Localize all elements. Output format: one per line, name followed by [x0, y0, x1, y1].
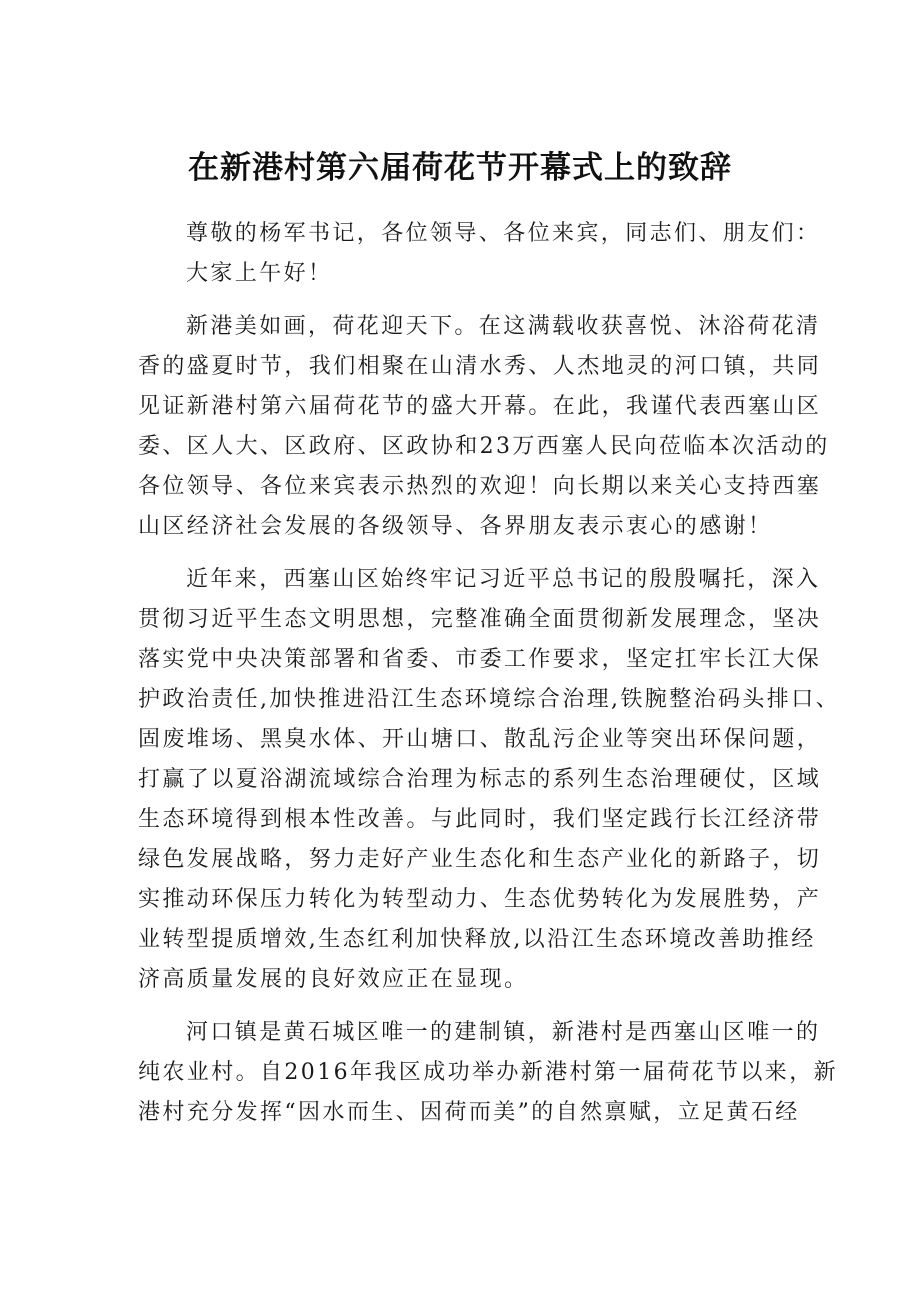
paragraph-2-line: 打赢了以夏浴湖流域综合治理为标志的系列生态治理硬仗，区域 [138, 767, 822, 792]
paragraph-1-line: 各位领导、各位来宾表示热烈的欢迎！向长期以来关心支持西塞 [138, 474, 822, 499]
greeting-line: 大家上午好！ [186, 261, 333, 286]
paragraph-2-line: 落实党中央决策部署和省委、市委工作要求，坚定扛牢长江大保 [138, 647, 822, 672]
document-title: 在新港村第六届荷花节开幕式上的致辞 [188, 150, 732, 186]
paragraph-3-line: 港村充分发挥“因水而生、因荷而美”的自然禀赋，立足黄石经 [138, 1100, 800, 1125]
paragraph-2-line: 济高质量发展的良好效应正在显现。 [138, 967, 529, 992]
paragraph-3-line: 纯农业村。自2016年我区成功举办新港村第一届荷花节以来，新 [138, 1060, 838, 1085]
paragraph-2-line: 生态环境得到根本性改善。与此同时，我们坚定践行长江经济带 [138, 807, 822, 832]
paragraph-2-line: 绿色发展战略，努力走好产业生态化和生态产业化的新路子，切 [138, 847, 822, 872]
paragraph-1-line: 山区经济社会发展的各级领导、各界朋友表示衷心的感谢！ [138, 514, 773, 539]
paragraph-1-line: 见证新港村第六届荷花节的盛大开幕。在此，我谨代表西塞山区 [138, 394, 822, 419]
paragraph-3-line: 河口镇是黄石城区唯一的建制镇，新港村是西塞山区唯一的 [186, 1020, 821, 1045]
paragraph-2-line: 业转型提质增效,生态红利加快释放,以沿江生态环境改善助推经 [138, 927, 816, 952]
paragraph-1-line: 新港美如画，荷花迎天下。在这满载收获喜悦、沐浴荷花清 [186, 314, 821, 339]
paragraph-2-line: 护政治责任,加快推进沿江生态环境综合治理,铁腕整治码头排口、 [138, 687, 840, 712]
paragraph-2-line: 贯彻习近平生态文明思想，完整准确全面贯彻新发展理念，坚决 [138, 607, 822, 632]
paragraph-2-line: 固废堆场、黑臭水体、开山塘口、散乱污企业等突出环保问题， [138, 727, 822, 752]
salutation-line: 尊敬的杨军书记，各位领导、各位来宾，同志们、朋友们： [186, 221, 821, 246]
paragraph-2-line: 近年来，西塞山区始终牢记习近平总书记的殷殷嘱托，深入 [186, 567, 821, 592]
paragraph-2-line: 实推动环保压力转化为转型动力、生态优势转化为发展胜势，产 [138, 887, 822, 912]
paragraph-1-line: 香的盛夏时节，我们相聚在山清水秀、人杰地灵的河口镇，共同 [138, 354, 822, 379]
paragraph-1-line: 委、区人大、区政府、区政协和23万西塞人民向莅临本次活动的 [138, 434, 830, 459]
document-body [138, 214, 840, 1133]
